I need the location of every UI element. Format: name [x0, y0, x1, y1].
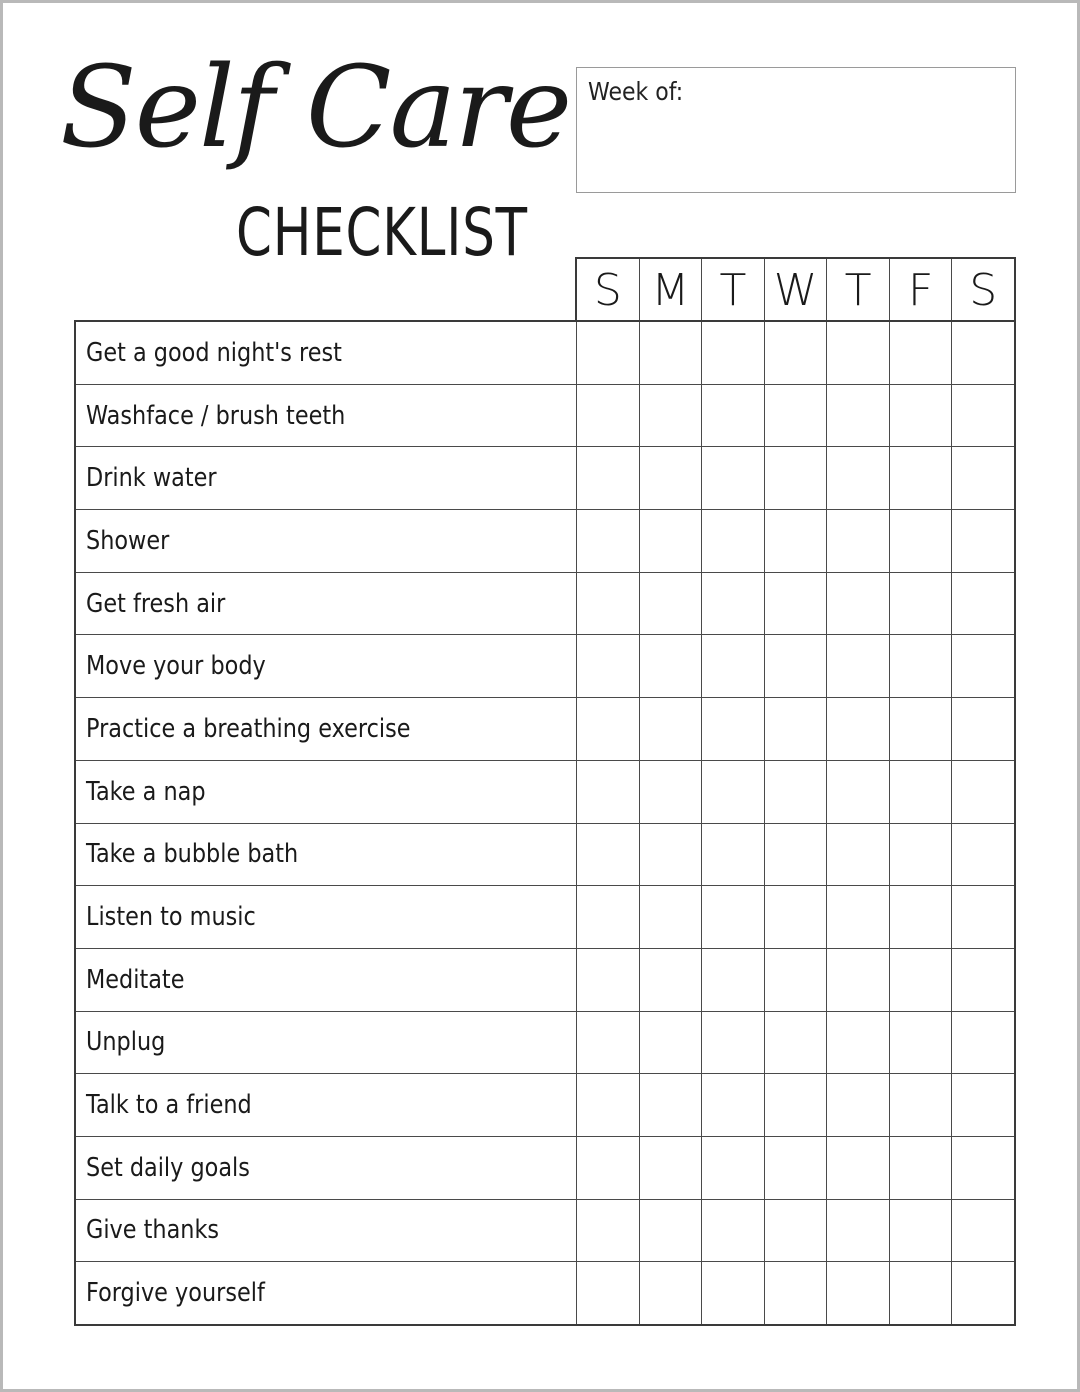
task-row [76, 697, 1014, 760]
checkbox-cell-thursday[interactable] [826, 385, 889, 447]
checkbox-cell-monday[interactable] [639, 322, 702, 384]
checkbox-cell-saturday[interactable] [951, 573, 1014, 635]
checkbox-cell-saturday[interactable] [951, 949, 1014, 1011]
checkbox-cell-thursday[interactable] [826, 949, 889, 1011]
task-label: Forgive yourself [86, 1278, 265, 1309]
checkbox-cell-saturday[interactable] [951, 886, 1014, 948]
checkbox-cell-sunday[interactable] [576, 635, 639, 697]
checkbox-cell-sunday[interactable] [576, 1200, 639, 1262]
checkbox-cell-thursday[interactable] [826, 447, 889, 509]
checkbox-cell-tuesday[interactable] [701, 1137, 764, 1199]
checkbox-cell-thursday[interactable] [826, 1012, 889, 1074]
task-label-cell [76, 510, 576, 572]
task-row [76, 948, 1014, 1011]
checkbox-cell-saturday[interactable] [951, 1262, 1014, 1324]
task-label: Practice a breathing exercise [86, 713, 411, 744]
checkbox-cell-thursday[interactable] [826, 635, 889, 697]
checkbox-cell-friday[interactable] [889, 1137, 952, 1199]
task-label: Meditate [86, 964, 185, 995]
checkbox-cell-monday[interactable] [639, 447, 702, 509]
day-header-monday: M [639, 259, 702, 321]
checkbox-cell-monday[interactable] [639, 949, 702, 1011]
checkbox-cell-tuesday[interactable] [701, 1200, 764, 1262]
checkbox-cell-sunday[interactable] [576, 1074, 639, 1136]
day-header-saturday: S [951, 259, 1014, 321]
checkbox-cell-wednesday[interactable] [764, 949, 827, 1011]
checkbox-cell-monday[interactable] [639, 698, 702, 760]
checkbox-cell-wednesday[interactable] [764, 573, 827, 635]
checkbox-cell-friday[interactable] [889, 385, 952, 447]
task-label: Get fresh air [86, 588, 226, 619]
checkbox-cell-sunday[interactable] [576, 573, 639, 635]
checkbox-cell-tuesday[interactable] [701, 385, 764, 447]
task-row [76, 1073, 1014, 1136]
checkbox-cell-tuesday[interactable] [701, 447, 764, 509]
checkbox-cell-monday[interactable] [639, 886, 702, 948]
checkbox-cell-monday[interactable] [639, 573, 702, 635]
checkbox-cell-friday[interactable] [889, 949, 952, 1011]
checkbox-cell-wednesday[interactable] [764, 1012, 827, 1074]
checkbox-cell-tuesday[interactable] [701, 824, 764, 886]
checklist-table [74, 320, 1016, 1326]
checkbox-cell-sunday[interactable] [576, 1262, 639, 1324]
checkbox-cell-thursday[interactable] [826, 761, 889, 823]
task-label: Set daily goals [86, 1152, 250, 1183]
checkbox-cell-tuesday[interactable] [701, 1262, 764, 1324]
task-row [76, 1199, 1014, 1262]
checkbox-cell-wednesday[interactable] [764, 698, 827, 760]
checkbox-cell-tuesday[interactable] [701, 322, 764, 384]
checkbox-cell-sunday[interactable] [576, 447, 639, 509]
checkbox-cell-tuesday[interactable] [701, 886, 764, 948]
checkbox-cell-friday[interactable] [889, 886, 952, 948]
checkbox-cell-wednesday[interactable] [764, 824, 827, 886]
task-label-cell [76, 824, 576, 886]
task-row [76, 509, 1014, 572]
checkbox-cell-monday[interactable] [639, 1200, 702, 1262]
checkbox-cell-monday[interactable] [639, 1074, 702, 1136]
checkbox-cell-wednesday[interactable] [764, 635, 827, 697]
checkbox-cell-saturday[interactable] [951, 510, 1014, 572]
task-label: Give thanks [86, 1215, 220, 1246]
task-row [76, 322, 1014, 384]
task-label-cell [76, 886, 576, 948]
checkbox-cell-saturday[interactable] [951, 635, 1014, 697]
checkbox-cell-wednesday[interactable] [764, 385, 827, 447]
task-row [76, 572, 1014, 635]
checkbox-cell-saturday[interactable] [951, 1200, 1014, 1262]
checkbox-cell-thursday[interactable] [826, 1137, 889, 1199]
checkbox-cell-friday[interactable] [889, 1262, 952, 1324]
task-label-cell [76, 1262, 576, 1324]
checkbox-cell-saturday[interactable] [951, 385, 1014, 447]
task-label: Move your body [86, 651, 266, 682]
task-label: Listen to music [86, 902, 256, 933]
checkbox-cell-wednesday[interactable] [764, 1200, 827, 1262]
checkbox-cell-friday[interactable] [889, 1200, 952, 1262]
checkbox-cell-sunday[interactable] [576, 949, 639, 1011]
checkbox-cell-wednesday[interactable] [764, 1074, 827, 1136]
checkbox-cell-friday[interactable] [889, 698, 952, 760]
task-label: Take a bubble bath [86, 839, 299, 870]
checkbox-cell-thursday[interactable] [826, 322, 889, 384]
task-row [76, 384, 1014, 447]
title-script: Self Care [60, 43, 571, 173]
checkbox-cell-saturday[interactable] [951, 322, 1014, 384]
checkbox-cell-thursday[interactable] [826, 1262, 889, 1324]
checkbox-cell-friday[interactable] [889, 1074, 952, 1136]
checkbox-cell-sunday[interactable] [576, 1012, 639, 1074]
checkbox-cell-tuesday[interactable] [701, 1074, 764, 1136]
day-header-sunday: S [593, 264, 622, 316]
checkbox-cell-tuesday[interactable] [701, 635, 764, 697]
checkbox-cell-saturday[interactable] [951, 1012, 1014, 1074]
checkbox-cell-monday[interactable] [639, 761, 702, 823]
checkbox-cell-sunday[interactable] [576, 824, 639, 886]
task-label: Drink water [86, 463, 217, 494]
task-label-cell [76, 1012, 576, 1074]
task-label-cell [76, 447, 576, 509]
checkbox-cell-wednesday[interactable] [764, 761, 827, 823]
checkbox-cell-sunday[interactable] [576, 322, 639, 384]
day-header-thursday: T [826, 259, 889, 321]
checkbox-cell-saturday[interactable] [951, 447, 1014, 509]
checkbox-cell-thursday[interactable] [826, 698, 889, 760]
checkbox-cell-saturday[interactable] [951, 1074, 1014, 1136]
checkbox-cell-thursday[interactable] [826, 1200, 889, 1262]
task-label: Take a nap [86, 776, 206, 807]
task-label: Shower [86, 525, 170, 556]
checkbox-cell-monday[interactable] [639, 385, 702, 447]
checkbox-cell-monday[interactable] [639, 1262, 702, 1324]
task-row [76, 885, 1014, 948]
task-label-cell [76, 1137, 576, 1199]
checkbox-cell-friday[interactable] [889, 447, 952, 509]
checkbox-cell-tuesday[interactable] [701, 761, 764, 823]
checkbox-cell-wednesday[interactable] [764, 886, 827, 948]
checkbox-cell-saturday[interactable] [951, 698, 1014, 760]
task-label-cell [76, 635, 576, 697]
task-label-cell [76, 761, 576, 823]
checkbox-cell-monday[interactable] [639, 510, 702, 572]
checkbox-cell-sunday[interactable] [576, 698, 639, 760]
checkbox-cell-friday[interactable] [889, 824, 952, 886]
checkbox-cell-wednesday[interactable] [764, 322, 827, 384]
checkbox-cell-thursday[interactable] [826, 573, 889, 635]
checkbox-cell-thursday[interactable] [826, 510, 889, 572]
task-row [76, 1261, 1014, 1324]
task-row [76, 634, 1014, 697]
checkbox-cell-thursday[interactable] [826, 1074, 889, 1136]
checkbox-cell-sunday[interactable] [576, 1137, 639, 1199]
task-label-cell [76, 949, 576, 1011]
week-of-label: Week of: [588, 77, 684, 106]
task-label-cell [76, 1074, 576, 1136]
checkbox-cell-sunday[interactable] [576, 761, 639, 823]
task-label: Get a good night's rest [86, 337, 342, 368]
checkbox-cell-sunday[interactable] [576, 510, 639, 572]
task-row [76, 1011, 1014, 1074]
checkbox-cell-monday[interactable] [639, 1012, 702, 1074]
task-label-cell [76, 573, 576, 635]
checkbox-cell-tuesday[interactable] [701, 698, 764, 760]
checkbox-cell-friday[interactable] [889, 1012, 952, 1074]
task-row [76, 446, 1014, 509]
task-label: Unplug [86, 1027, 166, 1058]
task-label: Washface / brush teeth [86, 400, 346, 431]
checkbox-cell-tuesday[interactable] [701, 1012, 764, 1074]
day-header-friday: F [889, 259, 952, 321]
day-header-row [575, 257, 1016, 321]
checkbox-cell-monday[interactable] [639, 635, 702, 697]
checkbox-cell-tuesday[interactable] [701, 573, 764, 635]
checkbox-cell-tuesday[interactable] [701, 510, 764, 572]
checkbox-cell-wednesday[interactable] [764, 1262, 827, 1324]
checkbox-cell-saturday[interactable] [951, 824, 1014, 886]
task-label-cell [76, 1200, 576, 1262]
checkbox-cell-friday[interactable] [889, 322, 952, 384]
day-header-wednesday: W [764, 259, 827, 321]
task-label-cell [76, 385, 576, 447]
task-label-cell [76, 698, 576, 760]
checkbox-cell-wednesday[interactable] [764, 510, 827, 572]
task-label: Talk to a friend [86, 1090, 252, 1121]
checkbox-cell-saturday[interactable] [951, 761, 1014, 823]
checkbox-cell-sunday[interactable] [576, 886, 639, 948]
task-row [76, 823, 1014, 886]
checkbox-cell-monday[interactable] [639, 1137, 702, 1199]
task-row [76, 760, 1014, 823]
week-of-field[interactable] [576, 67, 1016, 193]
task-label-cell [76, 322, 576, 384]
checkbox-cell-thursday[interactable] [826, 824, 889, 886]
checkbox-cell-thursday[interactable] [826, 886, 889, 948]
checkbox-cell-friday[interactable] [889, 510, 952, 572]
checkbox-cell-tuesday[interactable] [701, 949, 764, 1011]
checkbox-cell-monday[interactable] [639, 824, 702, 886]
day-header-tuesday: T [701, 259, 764, 321]
checkbox-cell-friday[interactable] [889, 635, 952, 697]
checkbox-cell-wednesday[interactable] [764, 447, 827, 509]
title-subtitle: CHECKLIST [236, 194, 528, 271]
checkbox-cell-wednesday[interactable] [764, 1137, 827, 1199]
checkbox-cell-friday[interactable] [889, 761, 952, 823]
checkbox-cell-sunday[interactable] [576, 385, 639, 447]
checkbox-cell-saturday[interactable] [951, 1137, 1014, 1199]
checkbox-cell-friday[interactable] [889, 573, 952, 635]
task-row [76, 1136, 1014, 1199]
